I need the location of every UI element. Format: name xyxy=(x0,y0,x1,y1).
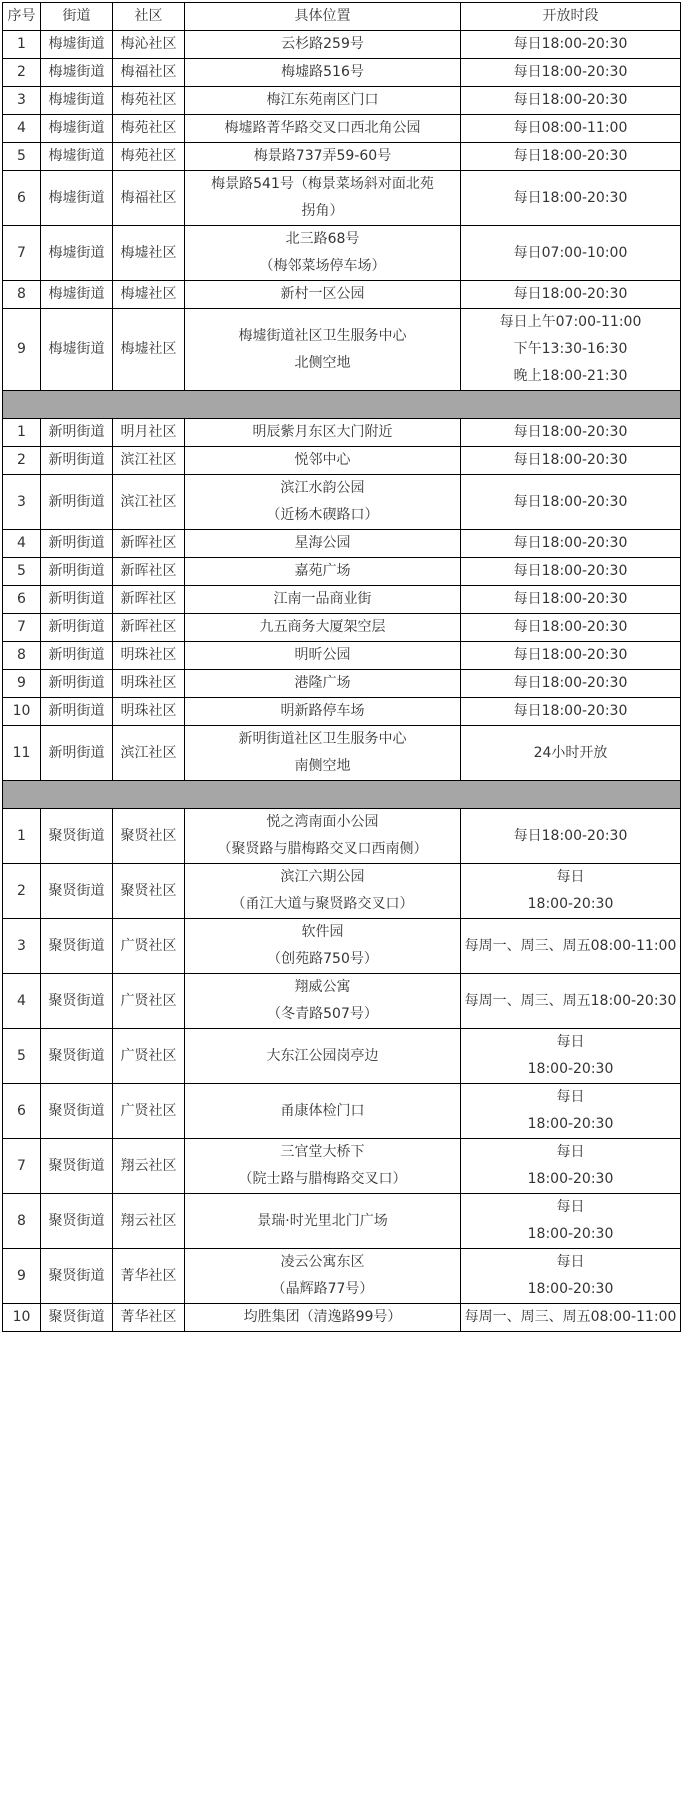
cell-street: 梅墟街道 xyxy=(41,309,113,391)
cell-no: 3 xyxy=(3,919,41,974)
cell-location xyxy=(185,809,461,864)
cell-hours-line: 每日18:00-20:30 xyxy=(513,493,628,510)
cell-location xyxy=(185,281,461,309)
cell-hours-line: 每日上午07:00-11:00 xyxy=(499,314,642,330)
cell-location-line: 梅墟街道社区卫生服务中心 xyxy=(238,327,407,344)
table-row xyxy=(3,87,681,115)
cell-hours xyxy=(461,309,681,391)
cell-location xyxy=(185,974,461,1029)
cell-location-line: 北侧空地 xyxy=(294,354,351,371)
cell-community: 梅沁社区 xyxy=(113,31,185,59)
cell-hours-line: 每日08:00-11:00 xyxy=(513,120,628,136)
cell-street: 聚贤街道 xyxy=(41,809,113,864)
cell-no: 9 xyxy=(3,1249,41,1304)
cell-location xyxy=(185,1249,461,1304)
cell-hours-line: 18:00-20:30 xyxy=(527,896,614,912)
cell-hours-line: 每日18:00-20:30 xyxy=(513,563,628,579)
cell-hours-line: 18:00-20:30 xyxy=(527,1061,614,1077)
cell-no: 6 xyxy=(3,171,41,226)
cell-street: 新明街道 xyxy=(41,670,113,698)
cell-hours xyxy=(461,864,681,919)
cell-community: 菁华社区 xyxy=(113,1304,185,1332)
cell-location xyxy=(185,143,461,171)
cell-no: 6 xyxy=(3,586,41,614)
cell-hours-line: 每日18:00-20:30 xyxy=(513,647,628,663)
cell-location-line: 滨江六期公园 xyxy=(280,869,365,885)
cell-community: 滨江社区 xyxy=(113,475,185,530)
cell-hours xyxy=(461,642,681,670)
table-row xyxy=(3,1084,681,1139)
cell-location xyxy=(185,31,461,59)
cell-street: 新明街道 xyxy=(41,558,113,586)
cell-location xyxy=(185,726,461,781)
cell-location-line: 星海公园 xyxy=(294,535,351,551)
cell-hours-line: 每日18:00-20:30 xyxy=(513,424,628,440)
cell-location xyxy=(185,558,461,586)
cell-hours xyxy=(461,698,681,726)
cell-no: 6 xyxy=(3,1084,41,1139)
cell-community: 梅福社区 xyxy=(113,59,185,87)
table-row xyxy=(3,1304,681,1332)
cell-hours xyxy=(461,419,681,447)
table-row xyxy=(3,1029,681,1084)
cell-community: 滨江社区 xyxy=(113,726,185,781)
cell-street: 梅墟街道 xyxy=(41,281,113,309)
cell-community: 梅墟社区 xyxy=(113,309,185,391)
cell-street: 聚贤街道 xyxy=(41,1249,113,1304)
cell-location-line: 三官堂大桥下 xyxy=(280,1144,365,1160)
cell-location-line: 明辰紫月东区大门附近 xyxy=(252,424,393,440)
cell-location xyxy=(185,1194,461,1249)
cell-hours xyxy=(461,974,681,1029)
cell-location xyxy=(185,419,461,447)
cell-location xyxy=(185,530,461,558)
table-row xyxy=(3,59,681,87)
cell-community: 明珠社区 xyxy=(113,670,185,698)
cell-location-line: 凌云公寓东区 xyxy=(280,1254,365,1270)
header-no: 序号 xyxy=(3,3,41,31)
cell-hours xyxy=(461,59,681,87)
cell-community: 梅苑社区 xyxy=(113,115,185,143)
cell-hours-line: 每日18:00-20:30 xyxy=(513,286,628,302)
cell-hours-line: 下午13:30-16:30 xyxy=(513,341,628,357)
cell-hours xyxy=(461,558,681,586)
cell-no: 1 xyxy=(3,809,41,864)
cell-street: 新明街道 xyxy=(41,475,113,530)
cell-location-line: （创苑路750号） xyxy=(267,951,378,967)
cell-hours-line: 每日18:00-20:30 xyxy=(513,591,628,607)
cell-location-line: 明昕公园 xyxy=(294,647,351,663)
cell-location xyxy=(185,226,461,281)
cell-no: 4 xyxy=(3,974,41,1029)
cell-location-line: 新村一区公园 xyxy=(280,286,365,302)
cell-location xyxy=(185,171,461,226)
cell-no: 4 xyxy=(3,115,41,143)
table-row xyxy=(3,31,681,59)
cell-hours xyxy=(461,530,681,558)
cell-no: 7 xyxy=(3,614,41,642)
cell-hours-line: 每日07:00-10:00 xyxy=(513,244,628,261)
cell-hours xyxy=(461,281,681,309)
cell-location-line: 南侧空地 xyxy=(294,758,351,774)
cell-hours-line: 18:00-20:30 xyxy=(527,1116,614,1132)
cell-hours-line: 每日 xyxy=(556,1034,585,1050)
cell-location xyxy=(185,309,461,391)
cell-location-line: 嘉苑广场 xyxy=(294,563,351,579)
cell-street: 聚贤街道 xyxy=(41,919,113,974)
cell-community: 梅墟社区 xyxy=(113,226,185,281)
cell-hours xyxy=(461,1139,681,1194)
cell-community: 聚贤社区 xyxy=(113,809,185,864)
header-street: 街道 xyxy=(41,3,113,31)
cell-hours-line: 每日18:00-20:30 xyxy=(513,36,628,52)
cell-no: 7 xyxy=(3,1139,41,1194)
cell-community: 翔云社区 xyxy=(113,1194,185,1249)
cell-location-line: 梅景路541号（梅景菜场斜对面北苑 xyxy=(211,176,434,192)
cell-hours-line: 18:00-20:30 xyxy=(527,1171,614,1187)
table-row xyxy=(3,864,681,919)
cell-location xyxy=(185,447,461,475)
cell-street: 梅墟街道 xyxy=(41,87,113,115)
cell-hours-line: 每日 xyxy=(556,869,585,885)
cell-location-line: 九五商务大厦架空层 xyxy=(259,619,386,635)
cell-location xyxy=(185,919,461,974)
cell-hours-line: 每周一、周三、周五18:00-20:30 xyxy=(464,992,677,1009)
table-row xyxy=(3,309,681,391)
cell-no: 9 xyxy=(3,309,41,391)
cell-community: 新晖社区 xyxy=(113,530,185,558)
header-location: 具体位置 xyxy=(185,3,461,31)
cell-hours xyxy=(461,475,681,530)
group-separator xyxy=(3,781,681,809)
cell-street: 聚贤街道 xyxy=(41,1139,113,1194)
cell-hours-line: 每日 xyxy=(556,1144,585,1160)
cell-location-line: 云杉路259号 xyxy=(281,36,364,52)
table-row xyxy=(3,642,681,670)
table-row xyxy=(3,614,681,642)
cell-hours-line: 18:00-20:30 xyxy=(527,1226,614,1242)
cell-location xyxy=(185,586,461,614)
cell-location-line: （院士路与腊梅路交叉口） xyxy=(238,1171,407,1187)
cell-location xyxy=(185,1029,461,1084)
cell-street: 梅墟街道 xyxy=(41,31,113,59)
cell-location xyxy=(185,1304,461,1332)
cell-hours xyxy=(461,226,681,281)
cell-location-line: （近杨木碶路口） xyxy=(266,507,379,523)
cell-street: 新明街道 xyxy=(41,614,113,642)
separator-cell xyxy=(3,391,681,419)
cell-no: 8 xyxy=(3,642,41,670)
cell-location-line: （冬青路507号） xyxy=(267,1006,378,1022)
cell-location-line: 拐角） xyxy=(301,203,344,219)
cell-hours-line: 18:00-20:30 xyxy=(527,1281,614,1297)
cell-community: 广贤社区 xyxy=(113,919,185,974)
cell-location xyxy=(185,1084,461,1139)
cell-location xyxy=(185,59,461,87)
cell-location-line: 港隆广场 xyxy=(294,675,351,691)
table-row xyxy=(3,1194,681,1249)
cell-hours-line: 每日 xyxy=(556,1089,585,1105)
cell-location-line: 悦邻中心 xyxy=(294,452,351,468)
cell-location-line: （梅邻菜场停车场） xyxy=(259,258,386,274)
cell-location xyxy=(185,864,461,919)
cell-street: 聚贤街道 xyxy=(41,1304,113,1332)
cell-community: 广贤社区 xyxy=(113,1084,185,1139)
cell-hours-line: 每日18:00-20:30 xyxy=(513,452,628,468)
table-row xyxy=(3,143,681,171)
cell-street: 新明街道 xyxy=(41,586,113,614)
cell-no: 8 xyxy=(3,281,41,309)
cell-hours-line: 每日 xyxy=(556,1254,585,1270)
cell-location xyxy=(185,698,461,726)
cell-community: 广贤社区 xyxy=(113,974,185,1029)
cell-location-line: 翔威公寓 xyxy=(294,979,351,995)
table-row xyxy=(3,586,681,614)
cell-hours-line: 每周一、周三、周五08:00-11:00 xyxy=(464,1309,677,1325)
cell-street: 聚贤街道 xyxy=(41,1194,113,1249)
table-row xyxy=(3,1139,681,1194)
cell-location-line: 滨江水韵公园 xyxy=(280,480,365,496)
table-row xyxy=(3,726,681,781)
cell-community: 明珠社区 xyxy=(113,698,185,726)
cell-no: 5 xyxy=(3,1029,41,1084)
cell-street: 梅墟街道 xyxy=(41,226,113,281)
cell-street: 梅墟街道 xyxy=(41,171,113,226)
cell-community: 梅苑社区 xyxy=(113,143,185,171)
cell-hours xyxy=(461,670,681,698)
cell-no: 8 xyxy=(3,1194,41,1249)
separator-cell xyxy=(3,781,681,809)
sampling-sites-table xyxy=(2,2,681,1332)
cell-location-line: 悦之湾南面小公园 xyxy=(266,814,379,830)
cell-community: 梅苑社区 xyxy=(113,87,185,115)
cell-hours-line: 每日18:00-20:30 xyxy=(513,703,628,719)
cell-street: 新明街道 xyxy=(41,698,113,726)
cell-location-line: 软件园 xyxy=(301,924,344,940)
cell-hours-line: 每周一、周三、周五08:00-11:00 xyxy=(464,937,677,954)
cell-location-line: 梅墟路516号 xyxy=(281,64,364,80)
table-row xyxy=(3,281,681,309)
cell-location-line: 北三路68号 xyxy=(285,231,360,247)
table-row xyxy=(3,558,681,586)
cell-no: 7 xyxy=(3,226,41,281)
cell-location-line: （聚贤路与腊梅路交叉口西南侧） xyxy=(217,841,428,857)
cell-location-line: 明新路停车场 xyxy=(280,703,365,719)
cell-no: 1 xyxy=(3,419,41,447)
cell-hours xyxy=(461,115,681,143)
cell-no: 4 xyxy=(3,530,41,558)
table-row xyxy=(3,115,681,143)
cell-street: 梅墟街道 xyxy=(41,115,113,143)
cell-community: 明月社区 xyxy=(113,419,185,447)
table-row xyxy=(3,698,681,726)
cell-hours-line: 每日18:00-20:30 xyxy=(513,619,628,635)
cell-no: 10 xyxy=(3,1304,41,1332)
cell-hours xyxy=(461,614,681,642)
cell-street: 聚贤街道 xyxy=(41,1084,113,1139)
cell-hours xyxy=(461,87,681,115)
cell-hours-line: 每日 xyxy=(556,1199,585,1215)
cell-hours xyxy=(461,1029,681,1084)
cell-no: 9 xyxy=(3,670,41,698)
cell-hours xyxy=(461,1194,681,1249)
cell-location xyxy=(185,614,461,642)
cell-location xyxy=(185,1139,461,1194)
cell-street: 新明街道 xyxy=(41,726,113,781)
cell-community: 聚贤社区 xyxy=(113,864,185,919)
cell-location-line: （甬江大道与聚贤路交叉口） xyxy=(231,896,414,912)
cell-street: 聚贤街道 xyxy=(41,864,113,919)
cell-hours-line: 每日18:00-20:30 xyxy=(513,64,628,80)
cell-location-line: 均胜集团（清逸路99号） xyxy=(243,1309,402,1325)
cell-no: 11 xyxy=(3,726,41,781)
cell-no: 5 xyxy=(3,558,41,586)
cell-hours-line: 每日18:00-20:30 xyxy=(513,535,628,551)
cell-location-line: 江南一品商业街 xyxy=(273,591,372,607)
cell-hours xyxy=(461,726,681,781)
cell-community: 滨江社区 xyxy=(113,447,185,475)
header-hours: 开放时段 xyxy=(461,3,681,31)
cell-street: 聚贤街道 xyxy=(41,974,113,1029)
cell-location xyxy=(185,642,461,670)
table-row xyxy=(3,974,681,1029)
cell-community: 明珠社区 xyxy=(113,642,185,670)
table-row xyxy=(3,670,681,698)
cell-location-line: 新明街道社区卫生服务中心 xyxy=(238,731,407,747)
table-row xyxy=(3,447,681,475)
cell-hours-line: 晚上18:00-21:30 xyxy=(513,368,628,384)
table-row xyxy=(3,171,681,226)
cell-no: 1 xyxy=(3,31,41,59)
cell-community: 梅福社区 xyxy=(113,171,185,226)
cell-hours xyxy=(461,143,681,171)
cell-community: 新晖社区 xyxy=(113,586,185,614)
cell-community: 新晖社区 xyxy=(113,614,185,642)
cell-hours xyxy=(461,586,681,614)
cell-no: 3 xyxy=(3,475,41,530)
table-row xyxy=(3,919,681,974)
cell-street: 新明街道 xyxy=(41,447,113,475)
cell-hours xyxy=(461,1249,681,1304)
cell-location-line: 梅墟路菁华路交叉口西北角公园 xyxy=(224,120,421,136)
cell-street: 新明街道 xyxy=(41,530,113,558)
group-separator xyxy=(3,391,681,419)
cell-location-line: 梅江东苑南区门口 xyxy=(266,92,379,108)
table-row xyxy=(3,226,681,281)
cell-no: 2 xyxy=(3,59,41,87)
cell-hours xyxy=(461,1084,681,1139)
cell-no: 3 xyxy=(3,87,41,115)
cell-hours xyxy=(461,171,681,226)
cell-hours xyxy=(461,447,681,475)
table-row xyxy=(3,1249,681,1304)
cell-street: 聚贤街道 xyxy=(41,1029,113,1084)
cell-hours xyxy=(461,31,681,59)
header-community: 社区 xyxy=(113,3,185,31)
cell-no: 10 xyxy=(3,698,41,726)
cell-street: 新明街道 xyxy=(41,642,113,670)
cell-location xyxy=(185,670,461,698)
cell-location-line: 梅景路737弄59-60号 xyxy=(253,148,392,164)
cell-location-line: 甬康体检门口 xyxy=(280,1102,365,1119)
cell-community: 菁华社区 xyxy=(113,1249,185,1304)
cell-location xyxy=(185,115,461,143)
cell-hours xyxy=(461,919,681,974)
cell-location xyxy=(185,475,461,530)
cell-no: 5 xyxy=(3,143,41,171)
cell-street: 梅墟街道 xyxy=(41,59,113,87)
cell-no: 2 xyxy=(3,864,41,919)
cell-street: 新明街道 xyxy=(41,419,113,447)
cell-no: 2 xyxy=(3,447,41,475)
cell-hours-line: 24小时开放 xyxy=(533,744,608,761)
cell-location xyxy=(185,87,461,115)
table-row xyxy=(3,475,681,530)
table-row xyxy=(3,419,681,447)
cell-hours-line: 每日18:00-20:30 xyxy=(513,827,628,844)
cell-hours-line: 每日18:00-20:30 xyxy=(513,148,628,164)
cell-hours-line: 每日18:00-20:30 xyxy=(513,92,628,108)
cell-community: 广贤社区 xyxy=(113,1029,185,1084)
cell-community: 翔云社区 xyxy=(113,1139,185,1194)
table-row xyxy=(3,530,681,558)
header-row xyxy=(3,3,681,31)
cell-location-line: 大东江公园岗亭边 xyxy=(266,1047,379,1064)
cell-location-line: 景瑞·时光里北门广场 xyxy=(257,1212,388,1229)
cell-location-line: （晶辉路77号） xyxy=(271,1281,374,1297)
table-body xyxy=(3,31,681,1332)
cell-community: 新晖社区 xyxy=(113,558,185,586)
cell-hours xyxy=(461,809,681,864)
cell-hours xyxy=(461,1304,681,1332)
cell-hours-line: 每日18:00-20:30 xyxy=(513,675,628,691)
table-row xyxy=(3,809,681,864)
cell-street: 梅墟街道 xyxy=(41,143,113,171)
cell-community: 梅墟社区 xyxy=(113,281,185,309)
cell-hours-line: 每日18:00-20:30 xyxy=(513,189,628,206)
